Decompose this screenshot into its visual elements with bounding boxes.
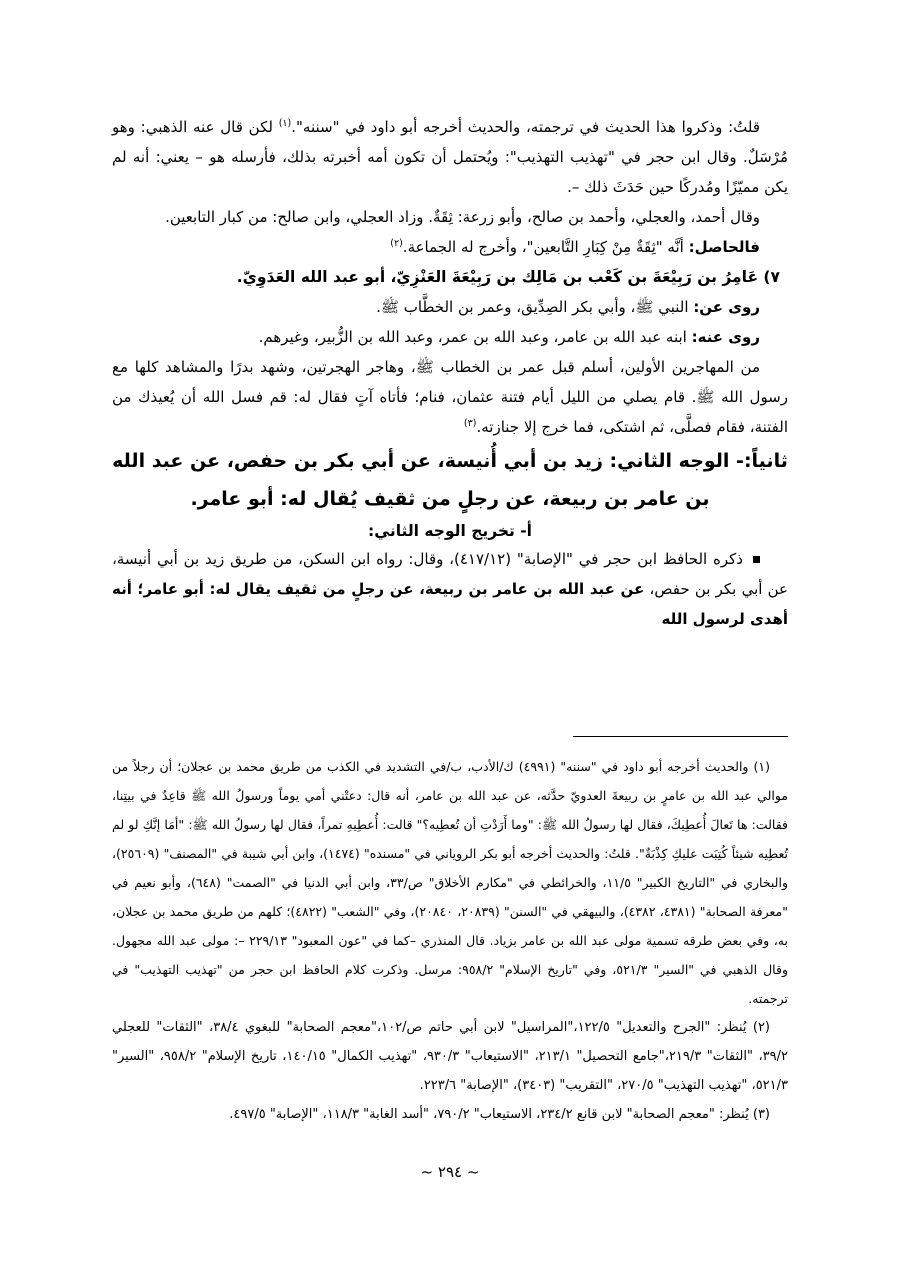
- page-number: ~ ٢٩٤ ~: [420, 1163, 480, 1181]
- footnote-2: (٢) يُنظر: "الجرح والتعديل" ١٢٢/٥،"المراسيل" لابن أبي حاتم ص/١٠٢،"معجم الصحابة" للبغوي ٣٨/٤، "الثقات" للعجلي ٣٩/٢، "الثقات" ٢١٩/٣،"جامع التحصيل" ٢١٣/١، "الاستيعاب" ٩٣٠/٣، "تهذيب الكمال" ١٤٠/١٥، تاريخ الإسلام" ٩٥٨/٢، "السير" ٥٢١/٣، "تهذيب التهذيب" ٢٧٠/٥، "التقريب" (٣٤٠٣)، "الإصابة" ٢٢٣/٦.: [112, 1020, 788, 1093]
- footnote-1: (١) والحديث أخرجه أبو داود في "سننه" (٤٩٩١) ك/الأدب، ب/في التشديد في الكذب من طريق محمد بن عجلان؛ أن رجلاً من موالي عبد الله بن عامرٍ بن ربيعةَ العدويّ حدَّثه، عن عبد الله بن عامر، أنه قال: دعتْني أمي يوماً ورسولُ الله ﷺ قاعِدٌ في بيتِنا، فقالت: ها تَعالَ أُعطِيكَ، فقال لها رسولُ الله ﷺ: "وما أَرَدْتِ أن تُعطِيه؟" قالت: أُعطِيهِ تمراً، فقال لها رسولُ الله ﷺ: "أمَا إنَّكِ لو لم تُعطِيه شيئاً كُتِبَت عليكِ كِذْبَةٌ". قلتُ: والحديث أخرجه أبو بكر الروياني في "مسنده" (١٤٧٤)، وابن أبي شيبة في "المصنف" (٢٥٦٠٩)، والبخاري في "التاريخ الكبير" ١١/٥، والخرائطي في "مكارم الأخلاق" ص/٣٣، وابن أبي الدنيا في "الصمت" (٦٤٨)، وأبو نعيم في "معرفة الصحابة" (٤٣٨١، ٤٣٨٢)، والبيهقي في "السنن" (٢٠٨٣٩، ٢٠٨٤٠)، وفي "الشعب" (٤٨٢٢)؛ كلهم من طريق محمد بن عجلان، به، وفي بعض طرقه تسمية مولى عبد الله بن عامر بزياد. قال المنذري –كما في "عون المعبود" ٢٢٩/١٣ –: مولى عبد الله مجهول. وقال الذهبي في "السير" ٥٢١/٣، وفي "تاريخ الإسلام" ٩٥٨/٢: مرسل. وذكرت كلام الحافظ ابن حجر من "تهذيب التهذيب" في ترجمته.: [112, 759, 788, 1006]
- paragraph-1: قلتُ: وذكروا هذا الحديث في ترجمته، والحديث أخرجه أبو داود في "سننه".$^{(١)}$ لكن قال عنه الذهبي: وهو مُرْسَلٌ. وقال ابن حجر في "تهذيب التهذيب": ويُحتمل أن تكون أمه أخبرته بذلك، فأرسله هو – يعني: أنه لم يكن مميّزًا ومُدركًا حين حَدَثَ ذلك –.: [112, 118, 788, 196]
- footnote-divider: [573, 736, 788, 737]
- paragraph-3: فالحاصل: أنَّه "ثِقَةٌ مِنْ كِبَارِ التَّابعين"، وأخرج له الجماعة.$^{(٢)}$: [390, 238, 760, 256]
- narrated-by-label: روى عنه:: [691, 328, 760, 346]
- footnotes: [112, 752, 788, 1129]
- bullet-paragraph: ذكره الحافظ ابن حجر في "الإصابة" (٤١٧/١٢)، وقال: رواه ابن السكن، من طريق زيد بن أبي أنيسة، عن أبي بكر بن حفص، عن عبد الله بن عامر بن ربيعة، عن رجلٍ من ثقيف يقال له: أبو عامر؛ أنه أهدى لرسول الله: [112, 550, 788, 628]
- section-title: ثانياً:- الوجه الثاني: زيد بن أبي أُنيسة، عن أبي بكر بن حفص، عن عبد الله بن عامر بن ربيعة، عن رجلٍ من ثقيف يُقال له: أبو عامر.: [112, 450, 788, 510]
- footnote-ref-2[interactable]: (٢): [390, 238, 403, 249]
- bullet-icon: [753, 556, 760, 563]
- footnote-3: (٣) يُنظر: "معجم الصحابة" لابن قانع ٢٣٤/٢، الاستيعاب" ٧٩٠/٢، "أسد الغابة" ١١٨/٣، "الإصابة" ٤٩٧/٥.: [229, 1107, 770, 1122]
- narrated-from: روى عن: النبي ﷺ، وأبي بكر الصِدِّيق، وعمر بن الخطَّاب ﷺ.: [376, 298, 760, 316]
- sub-section-title: أ- تخريج الوجه الثاني:: [368, 522, 532, 540]
- narrated-by: روى عنه: ابنه عبد الله بن عامر، وعبد الله بن عمر، وعبد الله بن الزُّبير، وغيرهم.: [258, 328, 760, 346]
- conclusion-label: فالحاصل:: [688, 238, 760, 256]
- narrator-entry-heading: ٧) عَامِرُ بن رَبِيْعَةَ بن كَعْب بن مَالِك بن رَبِيْعَةَ العَنْزِيّ، أبو عبد الله العَدَوِيّ.: [236, 268, 780, 286]
- footnote-ref-3[interactable]: (٣): [463, 418, 477, 429]
- main-text: [112, 112, 788, 634]
- narrated-from-label: روى عن:: [693, 298, 760, 316]
- footnote-ref-1[interactable]: (١): [278, 118, 292, 129]
- biography-paragraph: من المهاجرين الأولين، أسلم قبل عمر بن الخطاب ﷺ، وهاجر الهجرتين، وشهد بدرًا والمشاهد كلها مع رسول الله ﷺ. قام يصلي من الليل أيام فتنة عثمان، فنام؛ فأتاه آتٍ فقال له: قم فسل الله أن يُعيذك من الفتنة، فقام فصلَّى، ثم اشتكى، فما خرج إلا جنازته.$^{(٣)}$: [112, 358, 788, 436]
- paragraph-2: وقال أحمد، والعجلي، وأحمد بن صالح، وأبو زرعة: ثِقَةٌ. وزاد العجلي، وابن صالح: من كبار التابعين.: [165, 208, 760, 226]
